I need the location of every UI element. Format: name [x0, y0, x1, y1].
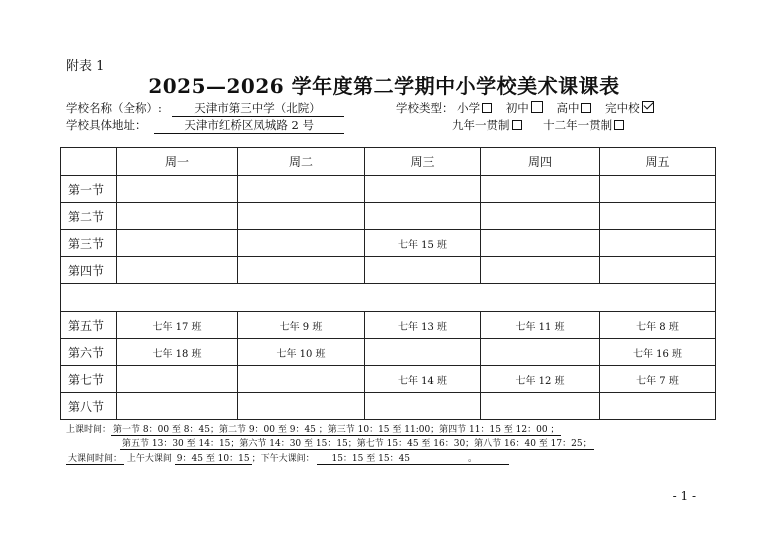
schedule-cell[interactable]	[117, 230, 238, 257]
schedule-cell[interactable]	[600, 176, 716, 203]
senior-checkbox[interactable]	[581, 103, 591, 113]
schedule-cell[interactable]	[365, 176, 481, 203]
schedule-cell[interactable]: 七年 13 班	[365, 312, 481, 339]
school-address-value: 天津市红桥区凤城路 2 号	[154, 117, 344, 134]
table-row	[61, 257, 716, 284]
schedule-cell[interactable]	[238, 257, 365, 284]
type-complete: 完中校	[605, 101, 654, 115]
class-time-periods-5-8: 第五节 13：30 至 14：15；第六节 14：30 至 15：15；第七节 15：45 至 16：30；第八节 16：40 至 17：25；	[120, 436, 594, 450]
nine-year: 九年一贯制	[452, 118, 522, 132]
schedule-cell[interactable]	[600, 257, 716, 284]
header-cell: 周五	[600, 148, 716, 176]
lunch-break-row	[61, 284, 716, 312]
period-label: 第二节	[61, 203, 117, 230]
schedule-cell[interactable]	[481, 339, 600, 366]
twelve-year-checkbox[interactable]	[614, 120, 624, 130]
class-time-periods-1-4: 第一节 8：00 至 8：45；第二节 9：00 至 9：45 ；第三节 10：15 至 11:00；第四节 11：15 至 12：00 ；	[111, 422, 561, 436]
period-label: 第一节	[61, 176, 117, 203]
twelve-year: 十二年一贯制	[543, 118, 624, 132]
consistent-system-row	[452, 117, 624, 133]
table-row	[61, 176, 716, 203]
schedule-cell[interactable]	[117, 366, 238, 393]
table-row	[61, 339, 716, 366]
header-cell	[61, 148, 117, 176]
schedule-cell[interactable]	[600, 203, 716, 230]
class-time-label: 上课时间：	[66, 425, 112, 435]
schedule-cell[interactable]: 七年 16 班	[600, 339, 716, 366]
type-junior: 初中	[506, 101, 543, 115]
schedule-cell[interactable]	[481, 393, 600, 420]
break-label: 大课间时间：	[66, 451, 124, 465]
schedule-cell[interactable]	[117, 393, 238, 420]
schedule-cell[interactable]	[365, 339, 481, 366]
schedule-cell[interactable]	[238, 203, 365, 230]
page-number: - 1 -	[672, 489, 696, 503]
schedule-cell[interactable]: 七年 11 班	[481, 312, 600, 339]
school-type-row	[396, 100, 654, 116]
period-label: 第五节	[61, 312, 117, 339]
table-row	[61, 366, 716, 393]
page-title: 2025—2026 学年度第二学期中小学校美术课课表	[148, 74, 620, 98]
break-morning-label: 上午大课间	[126, 454, 172, 464]
school-address-label: 学校具体地址：	[66, 118, 147, 132]
schedule-cell[interactable]	[600, 230, 716, 257]
schedule-cell[interactable]: 七年 12 班	[481, 366, 600, 393]
schedule-cell[interactable]	[481, 257, 600, 284]
schedule-cell[interactable]: 七年 8 班	[600, 312, 716, 339]
school-name-label: 学校名称（全称）:	[66, 101, 162, 115]
schedule-cell[interactable]	[117, 257, 238, 284]
schedule-cell[interactable]	[481, 176, 600, 203]
class-time-line-1	[66, 422, 561, 436]
schedule-cell[interactable]: 七年 7 班	[600, 366, 716, 393]
type-primary: 小学	[457, 101, 492, 115]
schedule-cell[interactable]	[365, 393, 481, 420]
period-label: 第七节	[61, 366, 117, 393]
header-cell: 周四	[481, 148, 600, 176]
schedule-cell[interactable]: 七年 10 班	[238, 339, 365, 366]
school-name-value: 天津市第三中学（北院）	[172, 100, 344, 117]
schedule-cell[interactable]: 七年 18 班	[117, 339, 238, 366]
schedule-cell[interactable]	[481, 203, 600, 230]
break-afternoon-value: 15：15 至 15：45 。	[317, 451, 509, 465]
schedule-cell[interactable]	[238, 176, 365, 203]
schedule-cell[interactable]	[238, 393, 365, 420]
school-name-row	[66, 100, 344, 117]
schedule-cell[interactable]	[600, 393, 716, 420]
school-address-row	[66, 117, 344, 134]
nine-year-checkbox[interactable]	[512, 120, 522, 130]
table-row	[61, 230, 716, 257]
schedule-cell[interactable]: 七年 15 班	[365, 230, 481, 257]
class-time-line-2	[120, 436, 594, 450]
table-row	[61, 393, 716, 420]
period-label: 第八节	[61, 393, 117, 420]
break-divider-cell	[61, 284, 716, 312]
school-type-label: 学校类型：	[396, 101, 454, 115]
schedule-cell[interactable]	[238, 230, 365, 257]
schedule-cell[interactable]	[117, 203, 238, 230]
header-cell: 周三	[365, 148, 481, 176]
schedule-table	[60, 147, 716, 420]
attachment-label: 附表 1	[66, 59, 105, 74]
junior-checkbox[interactable]	[531, 101, 543, 113]
break-afternoon-label: ；下午大课间：	[251, 454, 315, 464]
primary-checkbox[interactable]	[482, 103, 492, 113]
break-time-line	[66, 451, 509, 465]
period-label: 第三节	[61, 230, 117, 257]
schedule-cell[interactable]	[365, 203, 481, 230]
period-label: 第六节	[61, 339, 117, 366]
schedule-cell[interactable]	[117, 176, 238, 203]
table-row	[61, 312, 716, 339]
complete-checkbox[interactable]	[642, 101, 654, 113]
period-label: 第四节	[61, 257, 117, 284]
schedule-cell[interactable]	[365, 257, 481, 284]
schedule-cell[interactable]: 七年 9 班	[238, 312, 365, 339]
header-cell: 周一	[117, 148, 238, 176]
schedule-cell[interactable]	[238, 366, 365, 393]
table-row	[61, 203, 716, 230]
break-morning-value: 9：45 至 10：15	[175, 451, 252, 465]
schedule-cell[interactable]	[481, 230, 600, 257]
type-senior: 高中	[556, 101, 591, 115]
header-cell: 周二	[238, 148, 365, 176]
table-header-row	[61, 148, 716, 176]
schedule-cell[interactable]: 七年 14 班	[365, 366, 481, 393]
schedule-cell[interactable]: 七年 17 班	[117, 312, 238, 339]
